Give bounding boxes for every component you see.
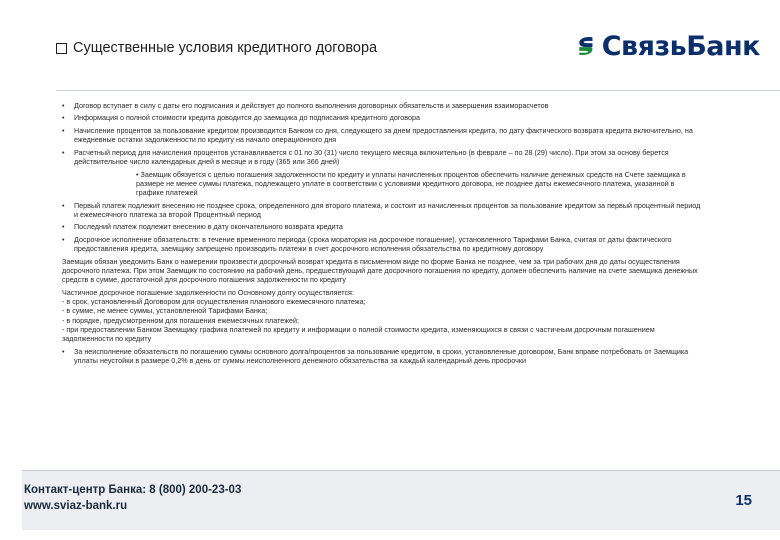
term-line: - в срок, установленный Договором для осуществления планового ежемесячного платежа; (62, 297, 366, 307)
term-item: • Досрочное исполнение обязательств: в течение временного периода (срока моратория на досрочное погашение), установленного Тарифами Банка, считая от даты фактического предоставления кредита, заемщику запрещено производить платежи в счет досрочного исполнения обязательства по кредитному договору (62, 235, 704, 254)
page-number: 15 (735, 492, 752, 509)
checkbox-bullet-icon (56, 43, 67, 54)
svyazbank-logo (576, 24, 760, 68)
term-line: Частичное досрочное погашение задолженности по Основному долгу осуществляется: (62, 287, 354, 297)
terms-list (62, 101, 704, 368)
svyazbank-emblem-icon (576, 26, 596, 66)
partial-repayment-block (62, 288, 704, 344)
header-divider (56, 90, 780, 91)
term-item: • Начисление процентов за пользование кредитом производится Банком со дня, следующего за днем предоставления кредита, по дату фактического возврата кредита включительно, на ежедневные остатки задолженности по кредиту на начало операционного дня (62, 126, 704, 145)
term-item: • Информация о полной стоимости кредита доводится до заемщика до подписания кредитного договора (62, 113, 704, 122)
term-line: - при предоставлении Банком Заемщику графика платежей по кредиту и информации о полной стоимости кредита, изменяющихся в связи с частичным досрочным погашением задолженности по кредиту (62, 324, 655, 344)
term-item-indented: • Заемщик обязуется с целью погашения задолженности по кредиту и уплаты начисленных процентов обеспечить наличие денежных средств на Счете заемщика в размере не менее суммы платежа, подлежащего уплате в соответствии с условиями кредитного договора, не позднее даты ежемесячного платежа, указанной в графике платежей (136, 169, 686, 198)
term-line: - в порядке, предусмотренном для погашения ежемесячных платежей; (62, 315, 300, 325)
footer-divider (22, 470, 780, 471)
term-item: • За неисполнение обязательств по погашению суммы основного долга/процентов за пользование кредитом, в сроки, установленные договором, Банк вправе потребовать от Заемщика уплаты неустойки в размере 0,2% в день от суммы неисполненного денежного обязательства за каждый календарный день просрочки (62, 347, 704, 366)
term-item: • Договор вступает в силу с даты его подписания и действует до полного выполнения договорных обязательств и завершения взаиморасчетов (62, 101, 704, 110)
contact-center: Контакт-центр Банка: 8 (800) 200-23-03 (24, 484, 242, 496)
footer (22, 470, 780, 530)
logo-wordmark: СвязьБанк (601, 30, 760, 62)
term-paragraph: Заемщик обязан уведомить Банк о намерении произвести досрочный возврат кредита в письменном виде по форме Банка не позднее, чем за три рабочих дня до даты осуществления досрочного платежа. При этом Заемщик по состоянию на рабочий день, предшествующий дате досрочного погашения по кредиту, должен обеспечить наличие на счете заемщика денежных средств в сумме, достаточной для досрочного погашения задолженности по кредиту (62, 256, 698, 285)
term-item: • Первый платеж подлежит внесению не позднее срока, определенного для второго платежа, и состоит из начисленных процентов за пользование кредитом за первый процентный период и ежемесячного платежа за второй Процентный период (62, 201, 704, 220)
term-line: - в сумме, не менее суммы, установленной Тарифами Банка; (62, 306, 268, 316)
slide-title (56, 40, 377, 56)
term-item: • Последний платеж подлежит внесению в дату окончательного возврата кредита (62, 222, 704, 231)
term-item: • Расчетный период для начисления процентов устанавливается с 01 по 30 (31) число текущего месяца включительно (в феврале – по 28 (29) число). При этом за основу берется действительное число календарных дней в месяце и в году (365 или 366 дней) (62, 148, 704, 167)
slide-title-text: Существенные условия кредитного договора (73, 40, 378, 56)
website-link[interactable]: www.sviaz-bank.ru (24, 500, 128, 512)
